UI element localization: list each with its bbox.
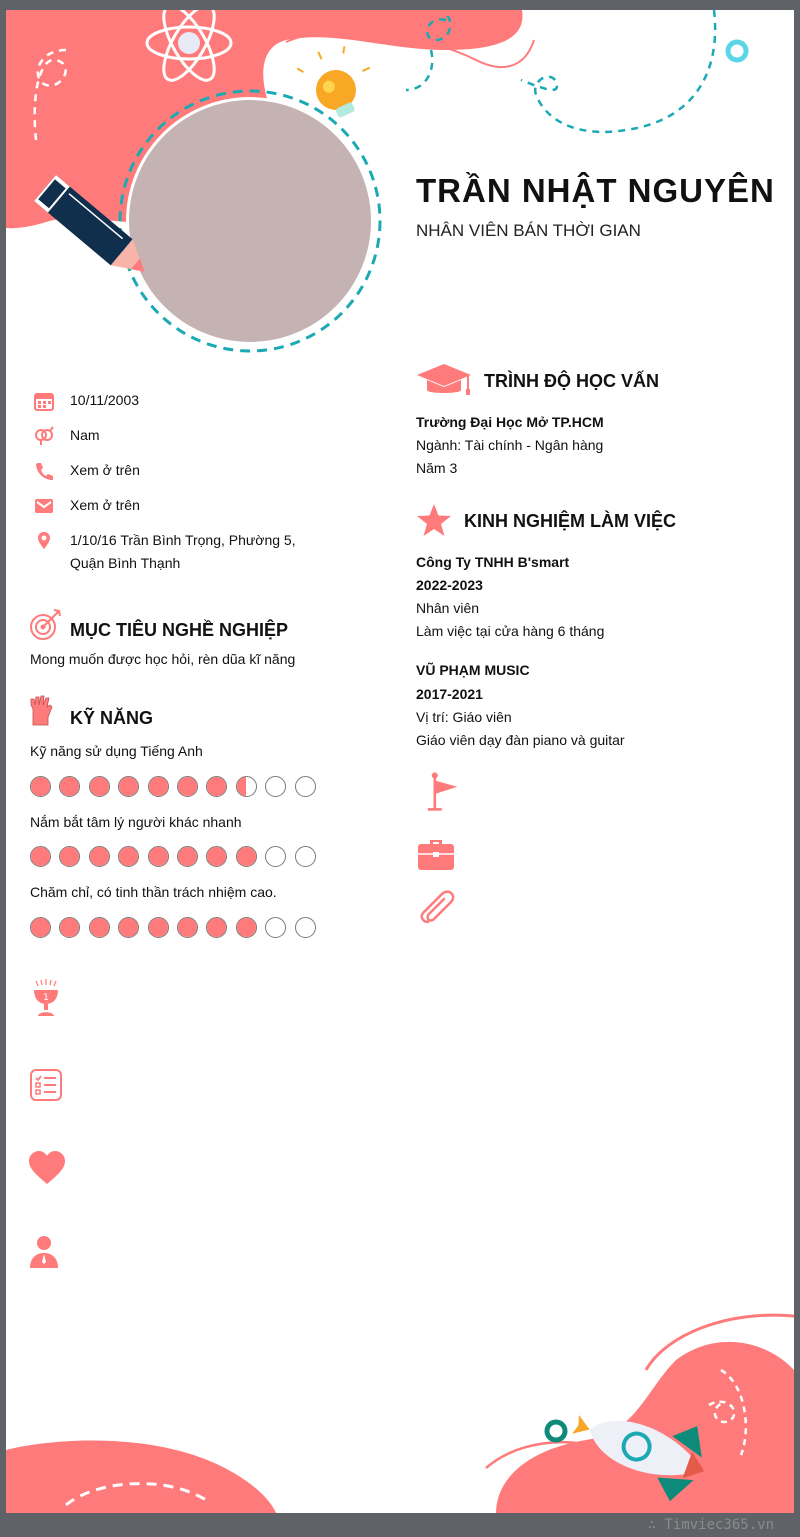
objective-title: MỤC TIÊU NGHỀ NGHIỆP — [70, 620, 289, 640]
education-title: TRÌNH ĐỘ HỌC VẤN — [484, 371, 659, 391]
briefcase-icon — [416, 834, 456, 874]
rating-dot — [236, 776, 257, 797]
svg-text:1: 1 — [43, 993, 49, 1003]
skill-name: Nắm bắt tâm lý người khác nhanh — [30, 814, 242, 830]
school-name: Trường Đại Học Mở TP.HCM — [416, 414, 604, 430]
rating-dot — [89, 846, 110, 867]
rating-dot — [177, 846, 198, 867]
rating-dot — [177, 917, 198, 938]
major: Ngành: Tài chính - Ngân hàng — [416, 437, 604, 453]
rating-dot — [236, 917, 257, 938]
study-year: Năm 3 — [416, 460, 458, 476]
rating-dot — [89, 776, 110, 797]
star-icon — [416, 503, 452, 537]
address-value: 1/10/16 Trần Bình Trọng, Phường 5, Quận Bình Thạnh — [70, 532, 296, 571]
skill-name: Kỹ năng sử dụng Tiếng Anh — [30, 743, 203, 759]
person-icon — [26, 1232, 66, 1272]
rating-dot — [89, 917, 110, 938]
rating-dot — [295, 917, 316, 938]
rating-dot — [265, 917, 286, 938]
rating-dot — [236, 846, 257, 867]
profile-photo — [129, 100, 371, 342]
small-ring-bottom — [547, 1422, 565, 1440]
rating-dot — [148, 846, 169, 867]
job-period: 2017-2021 — [416, 686, 483, 702]
rating-dot — [30, 917, 51, 938]
rating-dot — [118, 846, 139, 867]
phone-value: Xem ở trên — [70, 462, 140, 478]
rating-dot — [30, 776, 51, 797]
rating-dot — [265, 846, 286, 867]
email-icon — [34, 496, 54, 516]
job-period: 2022-2023 — [416, 577, 483, 593]
target-icon — [28, 608, 62, 642]
heart-icon — [27, 1148, 67, 1188]
rating-dot — [206, 917, 227, 938]
graduation-cap-icon — [416, 362, 472, 396]
job-company: Công Ty TNHH B'smart — [416, 554, 570, 570]
bottom-left-blob — [6, 1441, 276, 1513]
dashed-curve-right — [521, 10, 715, 132]
calendar-icon — [34, 391, 54, 411]
candidate-name: TRẦN NHẬT NGUYÊN — [416, 172, 775, 209]
experience-title: KINH NGHIỆM LÀM VIỆC — [464, 511, 677, 531]
trophy-icon — [26, 978, 66, 1018]
skill-rating — [30, 776, 330, 800]
candidate-position: NHÂN VIÊN BÁN THỜI GIAN — [416, 221, 641, 240]
rating-dot — [59, 917, 80, 938]
rating-dot — [59, 846, 80, 867]
job-description: Giáo viên dạy đàn piano và guitar — [416, 732, 625, 748]
rating-dot — [206, 846, 227, 867]
phone-icon — [34, 461, 54, 481]
flag-icon — [420, 772, 460, 812]
skill-rating — [30, 917, 330, 941]
skills-title: KỸ NĂNG — [70, 708, 154, 728]
rating-dot — [118, 776, 139, 797]
ring-deco — [728, 42, 746, 60]
hand-icon — [28, 695, 54, 727]
contact-address — [30, 529, 330, 579]
gender-icon — [34, 426, 54, 446]
email-value: Xem ở trên — [70, 497, 140, 513]
job-description: Làm việc tại cửa hàng 6 tháng — [416, 623, 605, 639]
job-role: Nhân viên — [416, 600, 480, 616]
job-company: VŨ PHẠM MUSIC — [416, 662, 530, 678]
birthdate-value: 10/11/2003 — [70, 392, 140, 408]
rating-dot — [295, 846, 316, 867]
rating-dot — [30, 846, 51, 867]
rating-dot — [148, 776, 169, 797]
rating-dot — [265, 776, 286, 797]
rating-dot — [148, 917, 169, 938]
objective-text: Mong muốn được học hỏi, rèn dũa kĩ năng — [30, 651, 296, 667]
rating-dot — [177, 776, 198, 797]
job-role: Vị trí: Giáo viên — [416, 709, 512, 725]
location-icon — [34, 531, 54, 551]
skill-rating — [30, 846, 330, 870]
rating-dot — [295, 776, 316, 797]
skill-name: Chăm chỉ, có tinh thần trách nhiệm cao. — [30, 884, 277, 900]
cv-page — [6, 10, 794, 1513]
watermark: ∴ Timviec365.vn — [647, 1517, 774, 1533]
rating-dot — [206, 776, 227, 797]
checklist-icon — [27, 1066, 67, 1106]
paperclip-icon — [418, 888, 458, 928]
gender-value: Nam — [70, 427, 100, 443]
rating-dot — [59, 776, 80, 797]
rating-dot — [118, 917, 139, 938]
